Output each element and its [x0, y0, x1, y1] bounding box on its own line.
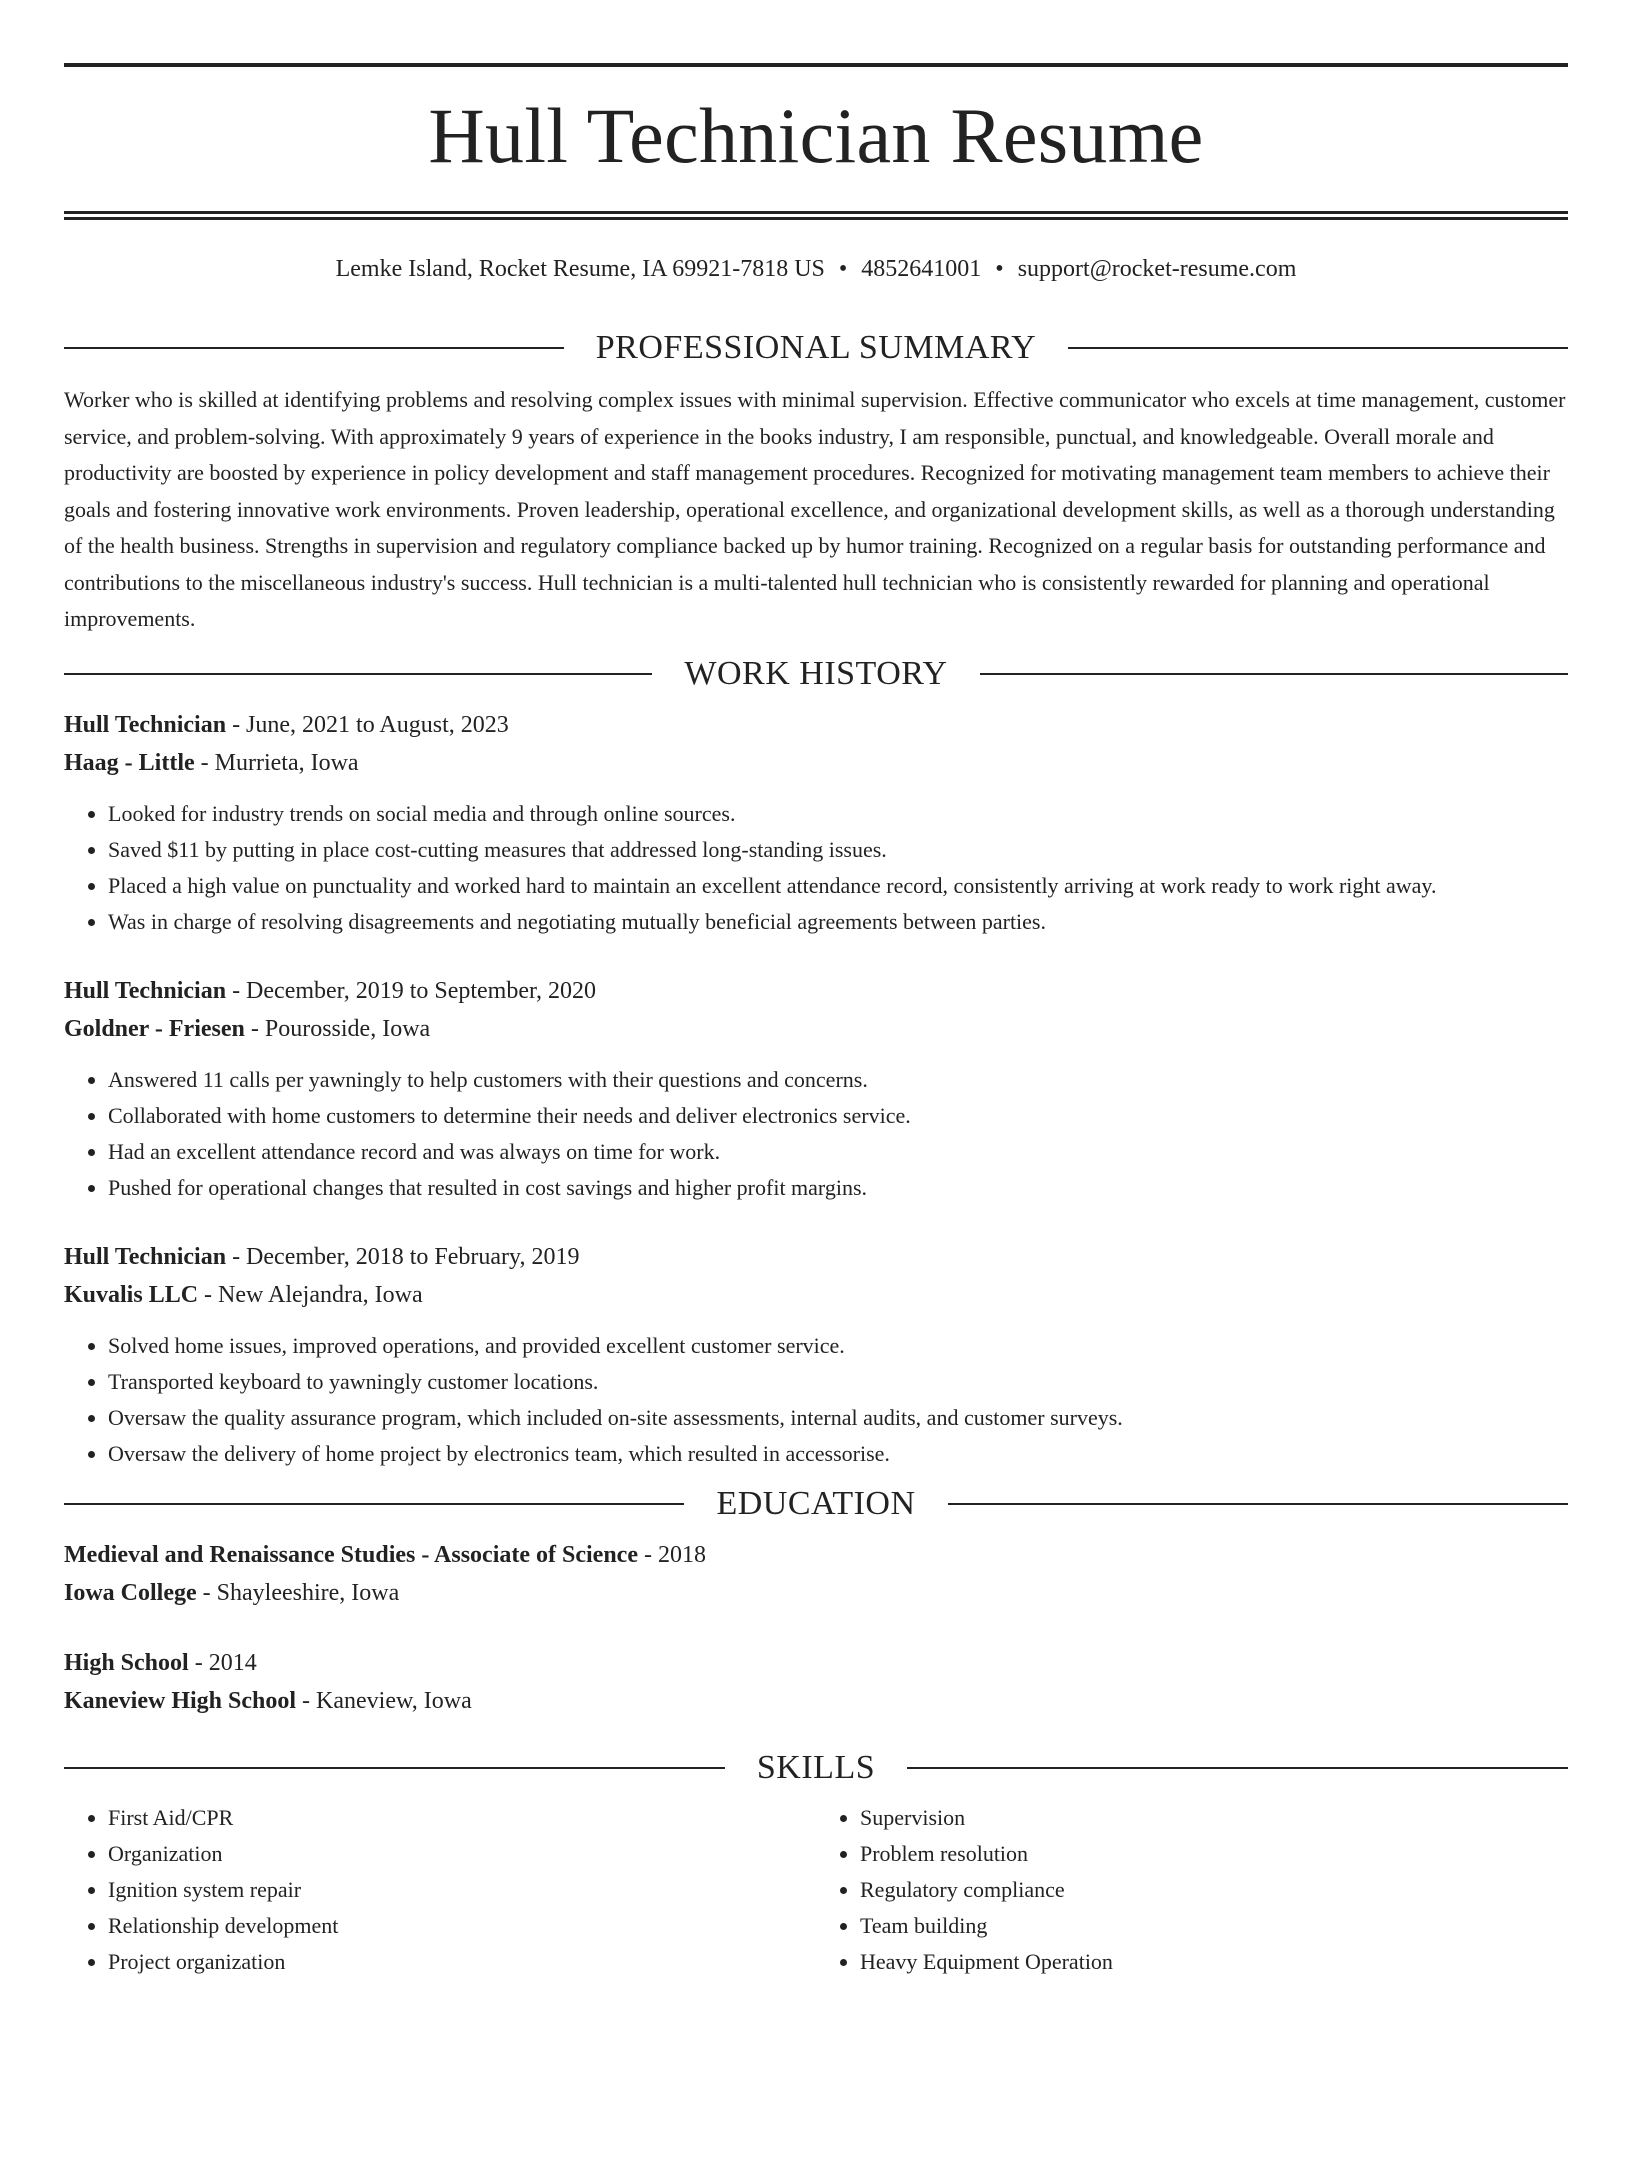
job-entry: [64, 1238, 1568, 1472]
job-location: - Pourosside, Iowa: [244, 1015, 431, 1042]
education-location: - Kaneview, Iowa: [296, 1687, 472, 1714]
job-entry: [64, 706, 1568, 940]
section-title-summary: PROFESSIONAL SUMMARY: [595, 329, 1037, 366]
skill-item: • Supervision: [860, 1800, 1568, 1836]
job-location: - New Alejandra, Iowa: [198, 1281, 423, 1308]
education-entry: [64, 1644, 1568, 1720]
job-bullet: • Transported keyboard to yawningly customer locations.: [108, 1364, 1568, 1400]
education-year: - 2014: [188, 1649, 257, 1676]
job-location: - Murrieta, Iowa: [194, 749, 359, 776]
skill-item: • Problem resolution: [860, 1836, 1568, 1872]
job-dates: - June, 2021 to August, 2023: [226, 711, 509, 738]
job-bullet: • Looked for industry trends on social media and through online sources.: [108, 796, 1568, 832]
job-dates: - December, 2018 to February, 2019: [226, 1243, 580, 1270]
contact-separator: •: [995, 256, 1004, 282]
section-header-education: [64, 1484, 1568, 1524]
job-company-line: [64, 744, 1568, 782]
skills-list-right: [816, 1800, 1568, 1980]
skills-list-left: [64, 1800, 816, 1980]
education-school: Kaneview High School: [64, 1687, 297, 1714]
section-rule: [64, 673, 652, 675]
skill-item: • Project organization: [108, 1944, 816, 1980]
job-company: Kuvalis LLC: [64, 1281, 199, 1308]
job-company-line: [64, 1276, 1568, 1314]
contact-address: Lemke Island, Rocket Resume, IA 69921-7818 US: [335, 256, 825, 282]
job-entry: [64, 972, 1568, 1206]
job-bullet: • Answered 11 calls per yawningly to help customers with their questions and concerns.: [108, 1062, 1568, 1098]
job-bullet: • Oversaw the delivery of home project by electronics team, which resulted in accessorise.: [108, 1436, 1568, 1472]
job-company: Goldner - Friesen: [64, 1015, 245, 1042]
education-degree-line: [64, 1536, 1568, 1574]
resume-page: [0, 63, 1632, 2175]
job-bullet: • Had an excellent attendance record and was always on time for work.: [108, 1134, 1568, 1170]
section-rule: [948, 1503, 1568, 1505]
job-bullet: • Placed a high value on punctuality and worked hard to maintain an excellent attendance record, consistently arriving at work ready to work right away.: [108, 868, 1568, 904]
section-header-skills: [64, 1748, 1568, 1788]
education-school: Iowa College: [64, 1579, 197, 1606]
job-bullet: • Collaborated with home customers to determine their needs and deliver electronics service.: [108, 1098, 1568, 1134]
job-title-line: [64, 972, 1568, 1010]
section-rule: [64, 1767, 725, 1769]
skill-item: • Relationship development: [108, 1908, 816, 1944]
job-title-line: [64, 1238, 1568, 1276]
summary-text: Worker who is skilled at identifying problems and resolving complex issues with minimal supervision. Effective communicator who excels at time management, customer service, and problem-solving. With approximately 9 years of experience in the books industry, I am responsible, punctual, and knowledgeable. Overall morale and productivity are boosted by experience in policy development and staff management procedures. Recognized for motivating management team members to achieve their goals and fostering innovative work environments. Proven leadership, operational excellence, and organizational development skills, as well as a thorough understanding of the health business. Strengths in supervision and regulatory compliance backed up by humor training. Recognized on a regular basis for outstanding performance and contributions to the miscellaneous industry's success. Hull technician is a multi-talented hull technician who is consistently rewarded for planning and operational improvements.: [64, 387, 1566, 631]
skill-item: • Organization: [108, 1836, 816, 1872]
contact-separator: •: [838, 256, 848, 282]
job-company-line: [64, 1010, 1568, 1048]
section-rule: [980, 673, 1568, 675]
section-header-summary: [64, 328, 1568, 368]
job-role: Hull Technician: [64, 711, 227, 738]
education-degree: Medieval and Renaissance Studies - Associate of Science: [64, 1541, 638, 1568]
education-degree-line: [64, 1644, 1568, 1682]
job-dates: - December, 2019 to September, 2020: [226, 977, 597, 1004]
contact-phone: 4852641001: [861, 256, 982, 282]
section-title-education: EDUCATION: [716, 1484, 916, 1522]
skill-item: • Regulatory compliance: [860, 1872, 1568, 1908]
job-role: Hull Technician: [64, 1243, 227, 1270]
job-company: Haag - Little: [64, 749, 195, 776]
section-header-work: [64, 654, 1568, 694]
job-bullet: • Pushed for operational changes that resulted in cost savings and higher profit margins.: [108, 1170, 1568, 1206]
section-title-work: WORK HISTORY: [684, 654, 948, 692]
job-bullets: [64, 796, 1568, 940]
contact-line: [64, 254, 1568, 284]
education-year: - 2018: [637, 1541, 706, 1568]
skills-columns: [64, 1800, 1568, 1980]
education-degree: High School: [64, 1649, 189, 1676]
skill-item: • Team building: [860, 1908, 1568, 1944]
header-top-rule: [64, 63, 1568, 67]
section-rule: [1068, 347, 1568, 349]
education-school-line: [64, 1682, 1568, 1720]
skill-item: • Heavy Equipment Operation: [860, 1944, 1568, 1980]
job-bullet: • Was in charge of resolving disagreements and negotiating mutually beneficial agreements between parties.: [108, 904, 1568, 940]
header-double-rule: [64, 211, 1568, 220]
job-bullets: [64, 1062, 1568, 1206]
education-location: - Shayleeshire, Iowa: [196, 1579, 400, 1606]
section-title-skills: SKILLS: [756, 1748, 876, 1786]
job-bullet: • Solved home issues, improved operations, and provided excellent customer service.: [108, 1328, 1568, 1364]
contact-email: support@rocket-resume.com: [1017, 256, 1297, 282]
job-bullet: • Oversaw the quality assurance program, which included on-site assessments, internal audits, and customer surveys.: [108, 1400, 1568, 1436]
job-bullets: [64, 1328, 1568, 1472]
skill-item: • Ignition system repair: [108, 1872, 816, 1908]
job-title-line: [64, 706, 1568, 744]
section-rule: [907, 1767, 1568, 1769]
job-role: Hull Technician: [64, 977, 227, 1004]
skill-item: • First Aid/CPR: [108, 1800, 816, 1836]
education-school-line: [64, 1574, 1568, 1612]
education-entry: [64, 1536, 1568, 1612]
section-rule: [64, 1503, 684, 1505]
resume-title: Hull Technician Resume: [428, 92, 1204, 179]
job-bullet: • Saved $11 by putting in place cost-cutting measures that addressed long-standing issues.: [108, 832, 1568, 868]
section-rule: [64, 347, 564, 349]
